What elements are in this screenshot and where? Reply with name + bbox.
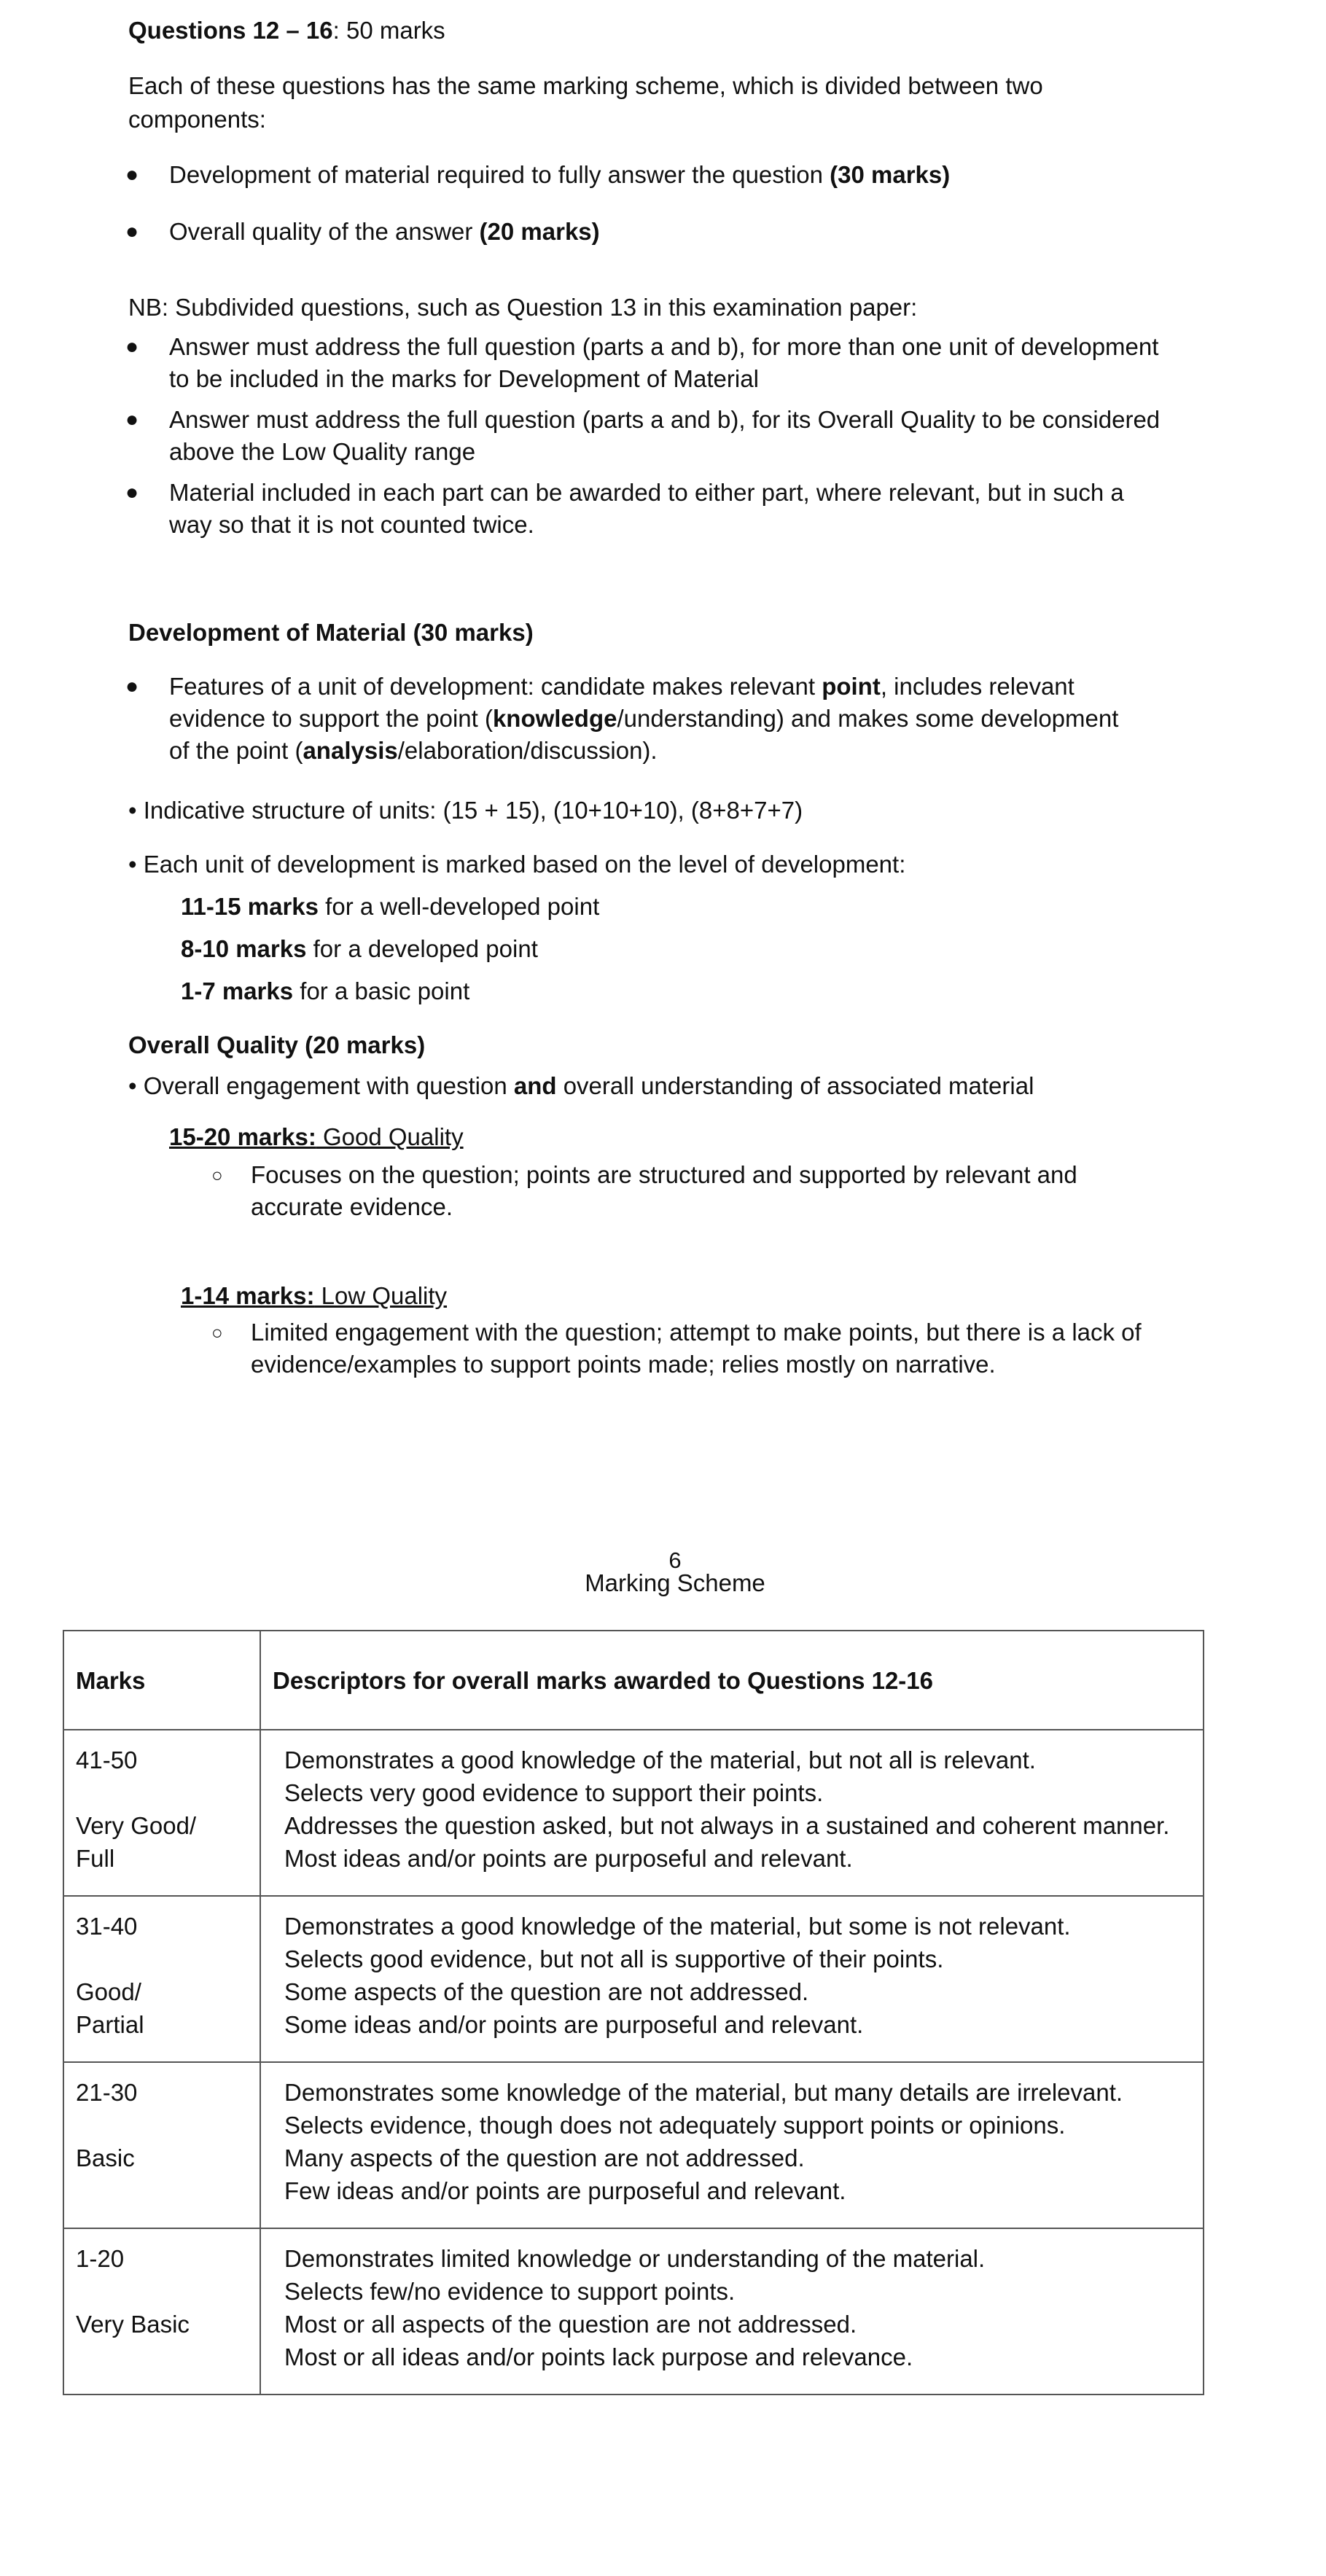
mark-range: 1-20	[76, 2245, 125, 2272]
descriptors-column-header: Descriptors for overall marks awarded to Questions 12-16	[260, 1631, 1204, 1730]
good-quality-line: accurate evidence.	[251, 1193, 453, 1220]
features-text: , includes relevant	[880, 673, 1075, 700]
descriptor-line: Most or all ideas and/or points lack purpose and relevance.	[284, 2343, 913, 2370]
low-quality-marks: 1-14 marks:	[181, 1282, 315, 1309]
mark-range: 21-30	[76, 2079, 138, 2106]
descriptor-line: Many aspects of the question are not addressed.	[284, 2144, 805, 2171]
marks-cell	[63, 2062, 260, 2228]
bullet-icon: ●	[125, 407, 139, 432]
descriptor-cell	[260, 2228, 1204, 2394]
low-quality-description	[251, 1316, 1142, 1381]
indicative-structure: • Indicative structure of units: (15 + 15), (10+10+10), (8+8+7+7)	[128, 797, 803, 824]
low-quality-line: Limited engagement with the question; attempt to make points, but there is a lack of	[251, 1319, 1142, 1346]
descriptor-line: Selects evidence, though does not adequately support points or opinions.	[284, 2112, 1066, 2139]
component-text: Development of material required to fully answer the question	[169, 161, 830, 188]
component-marks: (30 marks)	[830, 161, 951, 188]
marks-cell	[63, 1730, 260, 1896]
nb-item	[169, 331, 1158, 395]
nb-item-line: Answer must address the full question (parts a and b), for its Overall Quality to be considered	[169, 406, 1161, 433]
component-marks: (20 marks)	[479, 218, 600, 245]
nb-item-line: way so that it is not counted twice.	[169, 511, 534, 538]
questions-range: Questions 12 – 16	[128, 17, 333, 44]
running-title: Marking Scheme	[585, 1569, 765, 1596]
good-quality-line: Focuses on the question; points are structured and supported by relevant and	[251, 1161, 1077, 1188]
development-features	[169, 671, 1118, 767]
descriptor-line: Addresses the question asked, but not always in a sustained and coherent manner.	[284, 1812, 1170, 1839]
descriptor-line: Selects very good evidence to support their points.	[284, 1779, 824, 1806]
good-quality-description	[251, 1159, 1077, 1223]
component-item	[169, 159, 950, 191]
good-quality-name: Good Quality	[316, 1123, 464, 1150]
mark-range: 41-50	[76, 1746, 138, 1773]
level-marks: 11-15 marks	[181, 893, 319, 920]
descriptor-cell	[260, 1730, 1204, 1896]
descriptor-line: Selects few/no evidence to support points.	[284, 2278, 736, 2305]
development-heading: Development of Material (30 marks)	[128, 619, 534, 646]
component-item	[169, 216, 600, 248]
features-text: /understanding) and makes some development	[617, 705, 1119, 732]
level-text: for a well-developed point	[319, 893, 600, 920]
descriptor-line: Demonstrates some knowledge of the material, but many details are irrelevant.	[284, 2079, 1123, 2106]
table-row	[63, 1896, 1204, 2062]
questions-marks: : 50 marks	[332, 17, 445, 44]
nb-item-line: above the Low Quality range	[169, 438, 476, 465]
descriptor-line: Most or all aspects of the question are not addressed.	[284, 2311, 857, 2338]
bullet-icon: ●	[125, 335, 139, 359]
descriptor-line: Most ideas and/or points are purposeful and relevant.	[284, 1845, 853, 1872]
grade-label: Very Good/	[76, 1812, 197, 1839]
features-keyword: analysis	[303, 737, 398, 764]
descriptor-line: Some aspects of the question are not addressed.	[284, 1978, 809, 2005]
features-keyword: point	[822, 673, 881, 700]
bullet-icon: ●	[125, 480, 139, 504]
bullet-icon: ●	[125, 674, 139, 698]
grade-label: Basic	[76, 2144, 135, 2171]
component-text: Overall quality of the answer	[169, 218, 480, 245]
good-quality-label	[169, 1121, 464, 1153]
nb-heading: NB: Subdivided questions, such as Question 13 in this examination paper:	[128, 294, 918, 321]
level-marks: 1-7 marks	[181, 977, 294, 1004]
descriptor-line: Few ideas and/or points are purposeful and relevant.	[284, 2177, 846, 2204]
features-line	[169, 735, 1118, 767]
bullet-icon: ●	[125, 219, 139, 243]
circle-bullet-icon: ○	[211, 1164, 223, 1186]
level-text: for a developed point	[306, 935, 538, 962]
intro-line-2: components:	[128, 106, 266, 133]
nb-item-line: to be included in the marks for Development of Material	[169, 365, 759, 392]
descriptor-line: Some ideas and/or points are purposeful and relevant.	[284, 2011, 864, 2038]
low-quality-label	[181, 1280, 447, 1312]
circle-bullet-icon: ○	[211, 1322, 223, 1343]
engagement-keyword: and	[513, 1072, 557, 1099]
features-text: Features of a unit of development: candidate makes relevant	[169, 673, 822, 700]
grade-label: Partial	[76, 2011, 144, 2038]
good-quality-marks: 15-20 marks:	[169, 1123, 316, 1150]
quality-heading: Overall Quality (20 marks)	[128, 1031, 426, 1058]
features-line	[169, 703, 1118, 735]
table-row	[63, 1730, 1204, 1896]
grade-label: Full	[76, 1845, 115, 1872]
features-text: of the point (	[169, 737, 303, 764]
nb-item-line: Material included in each part can be awarded to either part, where relevant, but in such a	[169, 479, 1124, 506]
mark-range: 31-40	[76, 1913, 138, 1940]
descriptor-line: Demonstrates limited knowledge or understanding of the material.	[284, 2245, 986, 2272]
table-row	[63, 2062, 1204, 2228]
level-item	[181, 891, 599, 923]
nb-item	[169, 477, 1124, 541]
nb-item-line: Answer must address the full question (parts a and b), for more than one unit of development	[169, 333, 1159, 360]
features-line	[169, 671, 1118, 703]
table-header-row	[63, 1631, 1204, 1730]
descriptor-cell	[260, 1896, 1204, 2062]
level-item	[181, 933, 538, 965]
descriptor-line: Demonstrates a good knowledge of the material, but not all is relevant.	[284, 1746, 1036, 1773]
features-text: /elaboration/discussion).	[397, 737, 658, 764]
intro-line-1: Each of these questions has the same marking scheme, which is divided between two	[128, 72, 1043, 99]
engagement-text: overall understanding of associated material	[556, 1072, 1034, 1099]
low-quality-name: Low Quality	[314, 1282, 448, 1309]
level-marks: 8-10 marks	[181, 935, 307, 962]
grade-label: Good/	[76, 1978, 141, 2005]
quality-engagement	[128, 1070, 1034, 1102]
low-quality-line: evidence/examples to support points made; relies mostly on narrative.	[251, 1351, 996, 1378]
descriptor-line: Demonstrates a good knowledge of the material, but some is not relevant.	[284, 1913, 1071, 1940]
page-number: 6	[668, 1547, 682, 1573]
grade-label: Very Basic	[76, 2311, 190, 2338]
table-row	[63, 2228, 1204, 2394]
descriptor-cell	[260, 2062, 1204, 2228]
features-keyword: knowledge	[492, 705, 617, 732]
marking-scheme-table	[63, 1630, 1204, 2395]
level-text: for a basic point	[293, 977, 470, 1004]
engagement-text: • Overall engagement with question	[128, 1072, 514, 1099]
marks-column-header: Marks	[63, 1631, 260, 1730]
level-item	[181, 975, 469, 1007]
nb-item	[169, 404, 1160, 468]
questions-heading	[128, 15, 445, 47]
marks-cell	[63, 1896, 260, 2062]
features-text: evidence to support the point (	[169, 705, 493, 732]
each-unit-statement: • Each unit of development is marked based on the level of development:	[128, 851, 906, 878]
marks-cell	[63, 2228, 260, 2394]
descriptor-line: Selects good evidence, but not all is supportive of their points.	[284, 1945, 944, 1972]
bullet-icon: ●	[125, 163, 139, 187]
